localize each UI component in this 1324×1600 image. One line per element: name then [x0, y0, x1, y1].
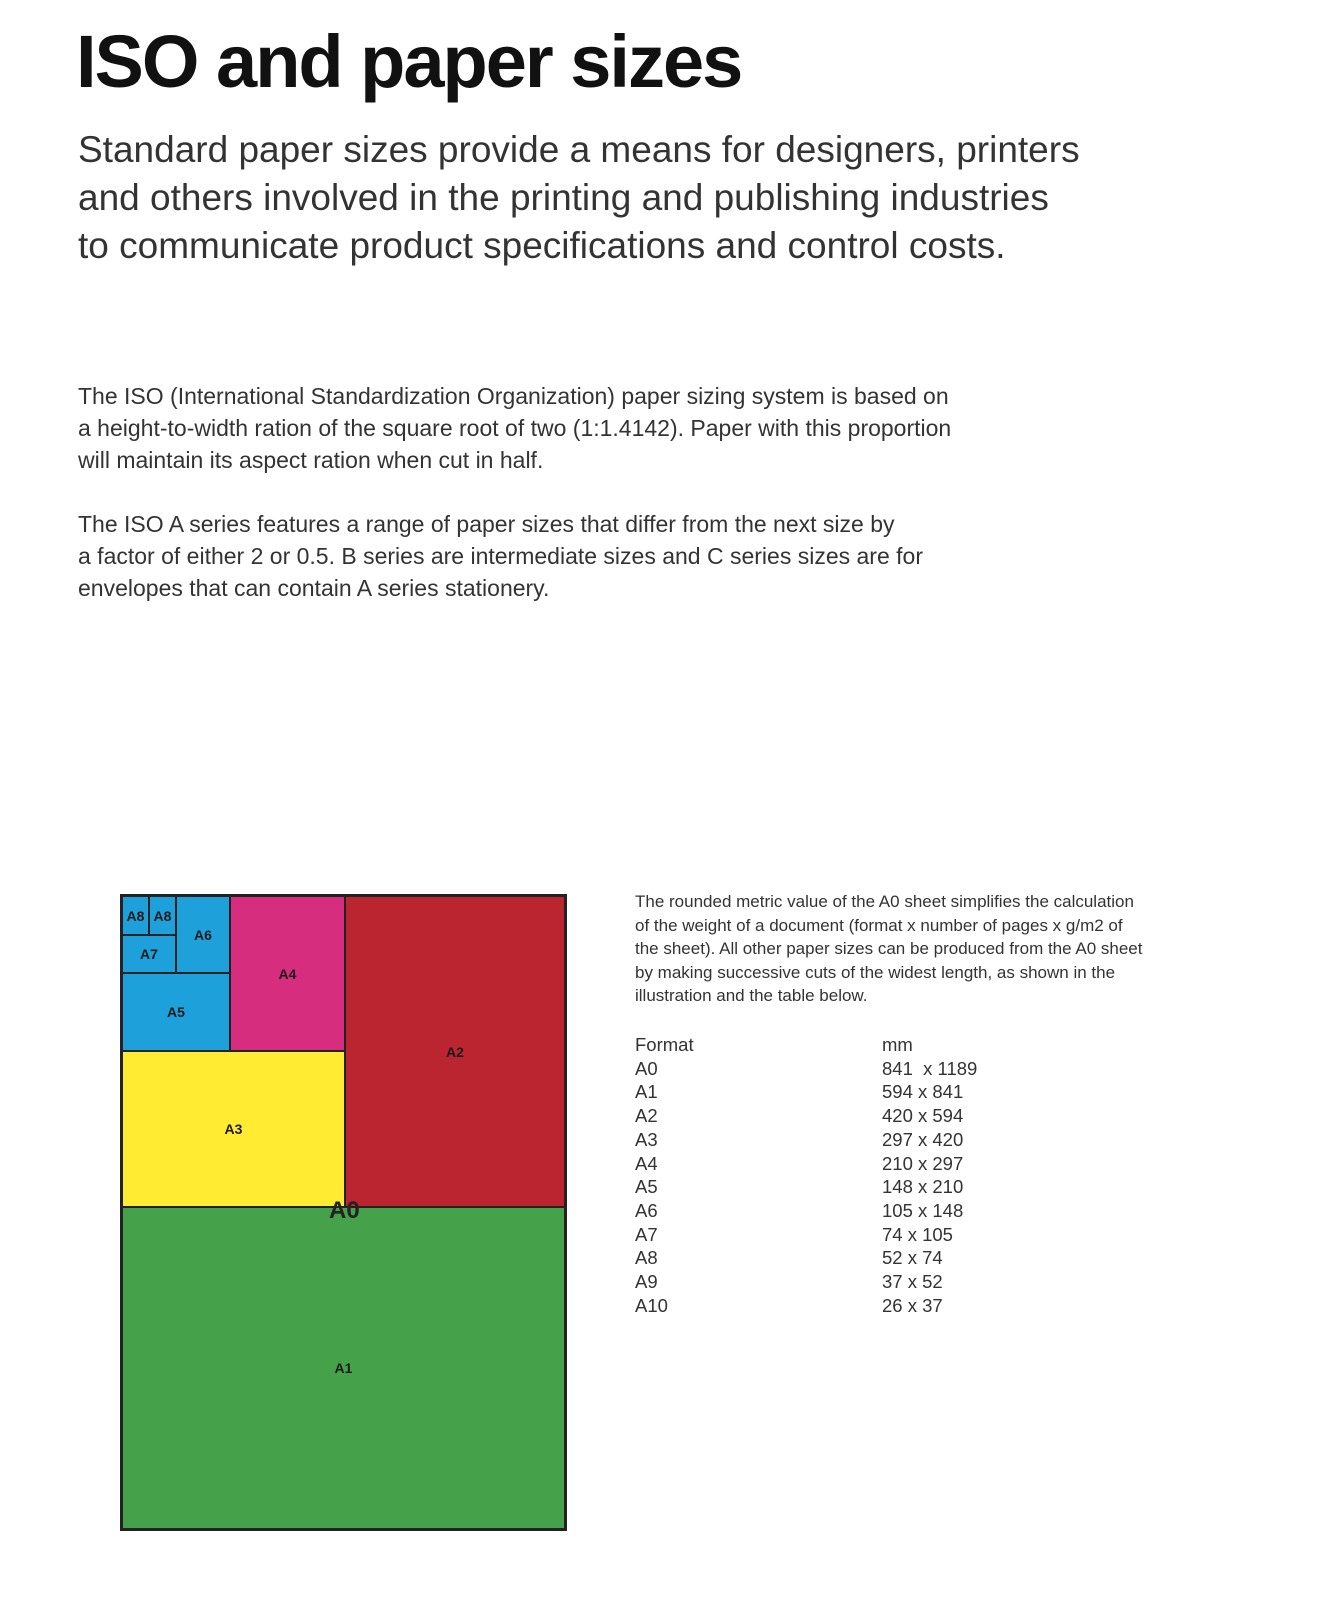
format-cell: A1	[635, 1081, 658, 1103]
sheet-a8-left	[122, 896, 149, 935]
table-row	[635, 1294, 977, 1318]
table-row	[635, 1175, 977, 1199]
a0-description	[635, 890, 1205, 1008]
table-row	[635, 1104, 977, 1128]
sheet-a3	[122, 1051, 345, 1207]
iso-system-paragraph	[78, 380, 1078, 476]
size-cell: 210 x 297	[882, 1152, 964, 1174]
sheet-label: A5	[167, 1004, 185, 1020]
size-cell: 148 x 210	[882, 1176, 964, 1198]
size-cell: 297 x 420	[882, 1128, 964, 1150]
size-cell: 841 x 1189	[882, 1057, 978, 1079]
lead-line: and others involved in the printing and publishing industries	[78, 177, 1049, 218]
table-row	[635, 1199, 977, 1223]
a-series-paragraph	[78, 508, 1078, 604]
table-header-row	[635, 1033, 977, 1057]
size-cell: 37 x 52	[882, 1271, 943, 1293]
size-cell: 105 x 148	[882, 1199, 964, 1221]
size-cell: 74 x 105	[882, 1223, 953, 1245]
sheet-a4	[230, 896, 345, 1051]
size-cell: 420 x 594	[882, 1105, 964, 1127]
size-cell: 26 x 37	[882, 1294, 943, 1316]
sheet-a7	[122, 935, 176, 973]
sheet-label: A1	[334, 1360, 353, 1376]
format-cell: A2	[635, 1105, 658, 1127]
format-cell: A9	[635, 1271, 658, 1293]
paragraph-line: will maintain its aspect ration when cut in half.	[78, 447, 544, 473]
size-cell: 594 x 841	[882, 1081, 964, 1103]
sheet-a2	[345, 896, 565, 1207]
paper-size-table	[635, 1033, 977, 1317]
table-row	[635, 1128, 977, 1152]
table-row	[635, 1270, 977, 1294]
description-line: The rounded metric value of the A0 sheet simplifies the calculation	[635, 892, 1134, 911]
paragraph-line: a height-to-width ration of the square root of two (1:1.4142). Paper with this proportion	[78, 415, 952, 441]
description-line: illustration and the table below.	[635, 986, 868, 1006]
table-row	[635, 1152, 977, 1176]
format-cell: A5	[635, 1176, 658, 1198]
paragraph-line: The ISO A series features a range of paper sizes that differ from the next size by	[78, 511, 895, 537]
description-line: by making successive cuts of the widest length, as shown in the	[635, 962, 1116, 982]
page-title: ISO and paper sizes	[76, 20, 742, 103]
sheet-label: A7	[140, 946, 158, 962]
sheet-a1	[122, 1207, 565, 1529]
format-cell: A3	[635, 1128, 658, 1150]
description-line: of the weight of a document (format x number of pages x g/m2 of	[635, 915, 1123, 935]
table-row	[635, 1080, 977, 1104]
format-cell: A10	[635, 1294, 668, 1316]
sheet-label: A6	[194, 926, 212, 943]
sheet-label: A4	[278, 965, 297, 982]
table-row	[635, 1057, 977, 1081]
format-cell: A4	[635, 1152, 658, 1174]
paragraph-line: a factor of either 2 or 0.5. B series are intermediate sizes and C series sizes are for	[78, 543, 923, 569]
sheet-a5	[122, 973, 230, 1051]
format-cell: A6	[635, 1199, 658, 1221]
description-line: the sheet). All other paper sizes can be produced from the A0 sheet	[635, 939, 1143, 959]
sheet-a0-label: A0	[329, 1197, 360, 1224]
lead-line: Standard paper sizes provide a means for designers, printers	[78, 129, 1080, 170]
sheet-label: A2	[446, 1043, 464, 1060]
sheet-label: A8	[153, 907, 172, 924]
paragraph-line: envelopes that can contain A series stationery.	[78, 575, 550, 601]
sheet-a6	[176, 896, 230, 973]
column-header-format: Format	[635, 1034, 694, 1055]
lead-line: to communicate product specifications and control costs.	[78, 225, 1006, 266]
format-cell: A8	[635, 1247, 658, 1269]
sheet-label: A8	[126, 907, 145, 924]
format-cell: A7	[635, 1223, 658, 1245]
table-row	[635, 1246, 977, 1270]
column-header-mm: mm	[882, 1034, 913, 1055]
sheet-a8-right	[149, 896, 176, 935]
paper-size-diagram	[120, 894, 567, 1531]
lead-paragraph	[78, 126, 1178, 270]
table-row	[635, 1223, 977, 1247]
format-cell: A0	[635, 1057, 658, 1079]
sheet-label: A3	[224, 1121, 243, 1137]
size-cell: 52 x 74	[882, 1247, 943, 1269]
paragraph-line: The ISO (International Standardization Organization) paper sizing system is based on	[78, 383, 949, 409]
